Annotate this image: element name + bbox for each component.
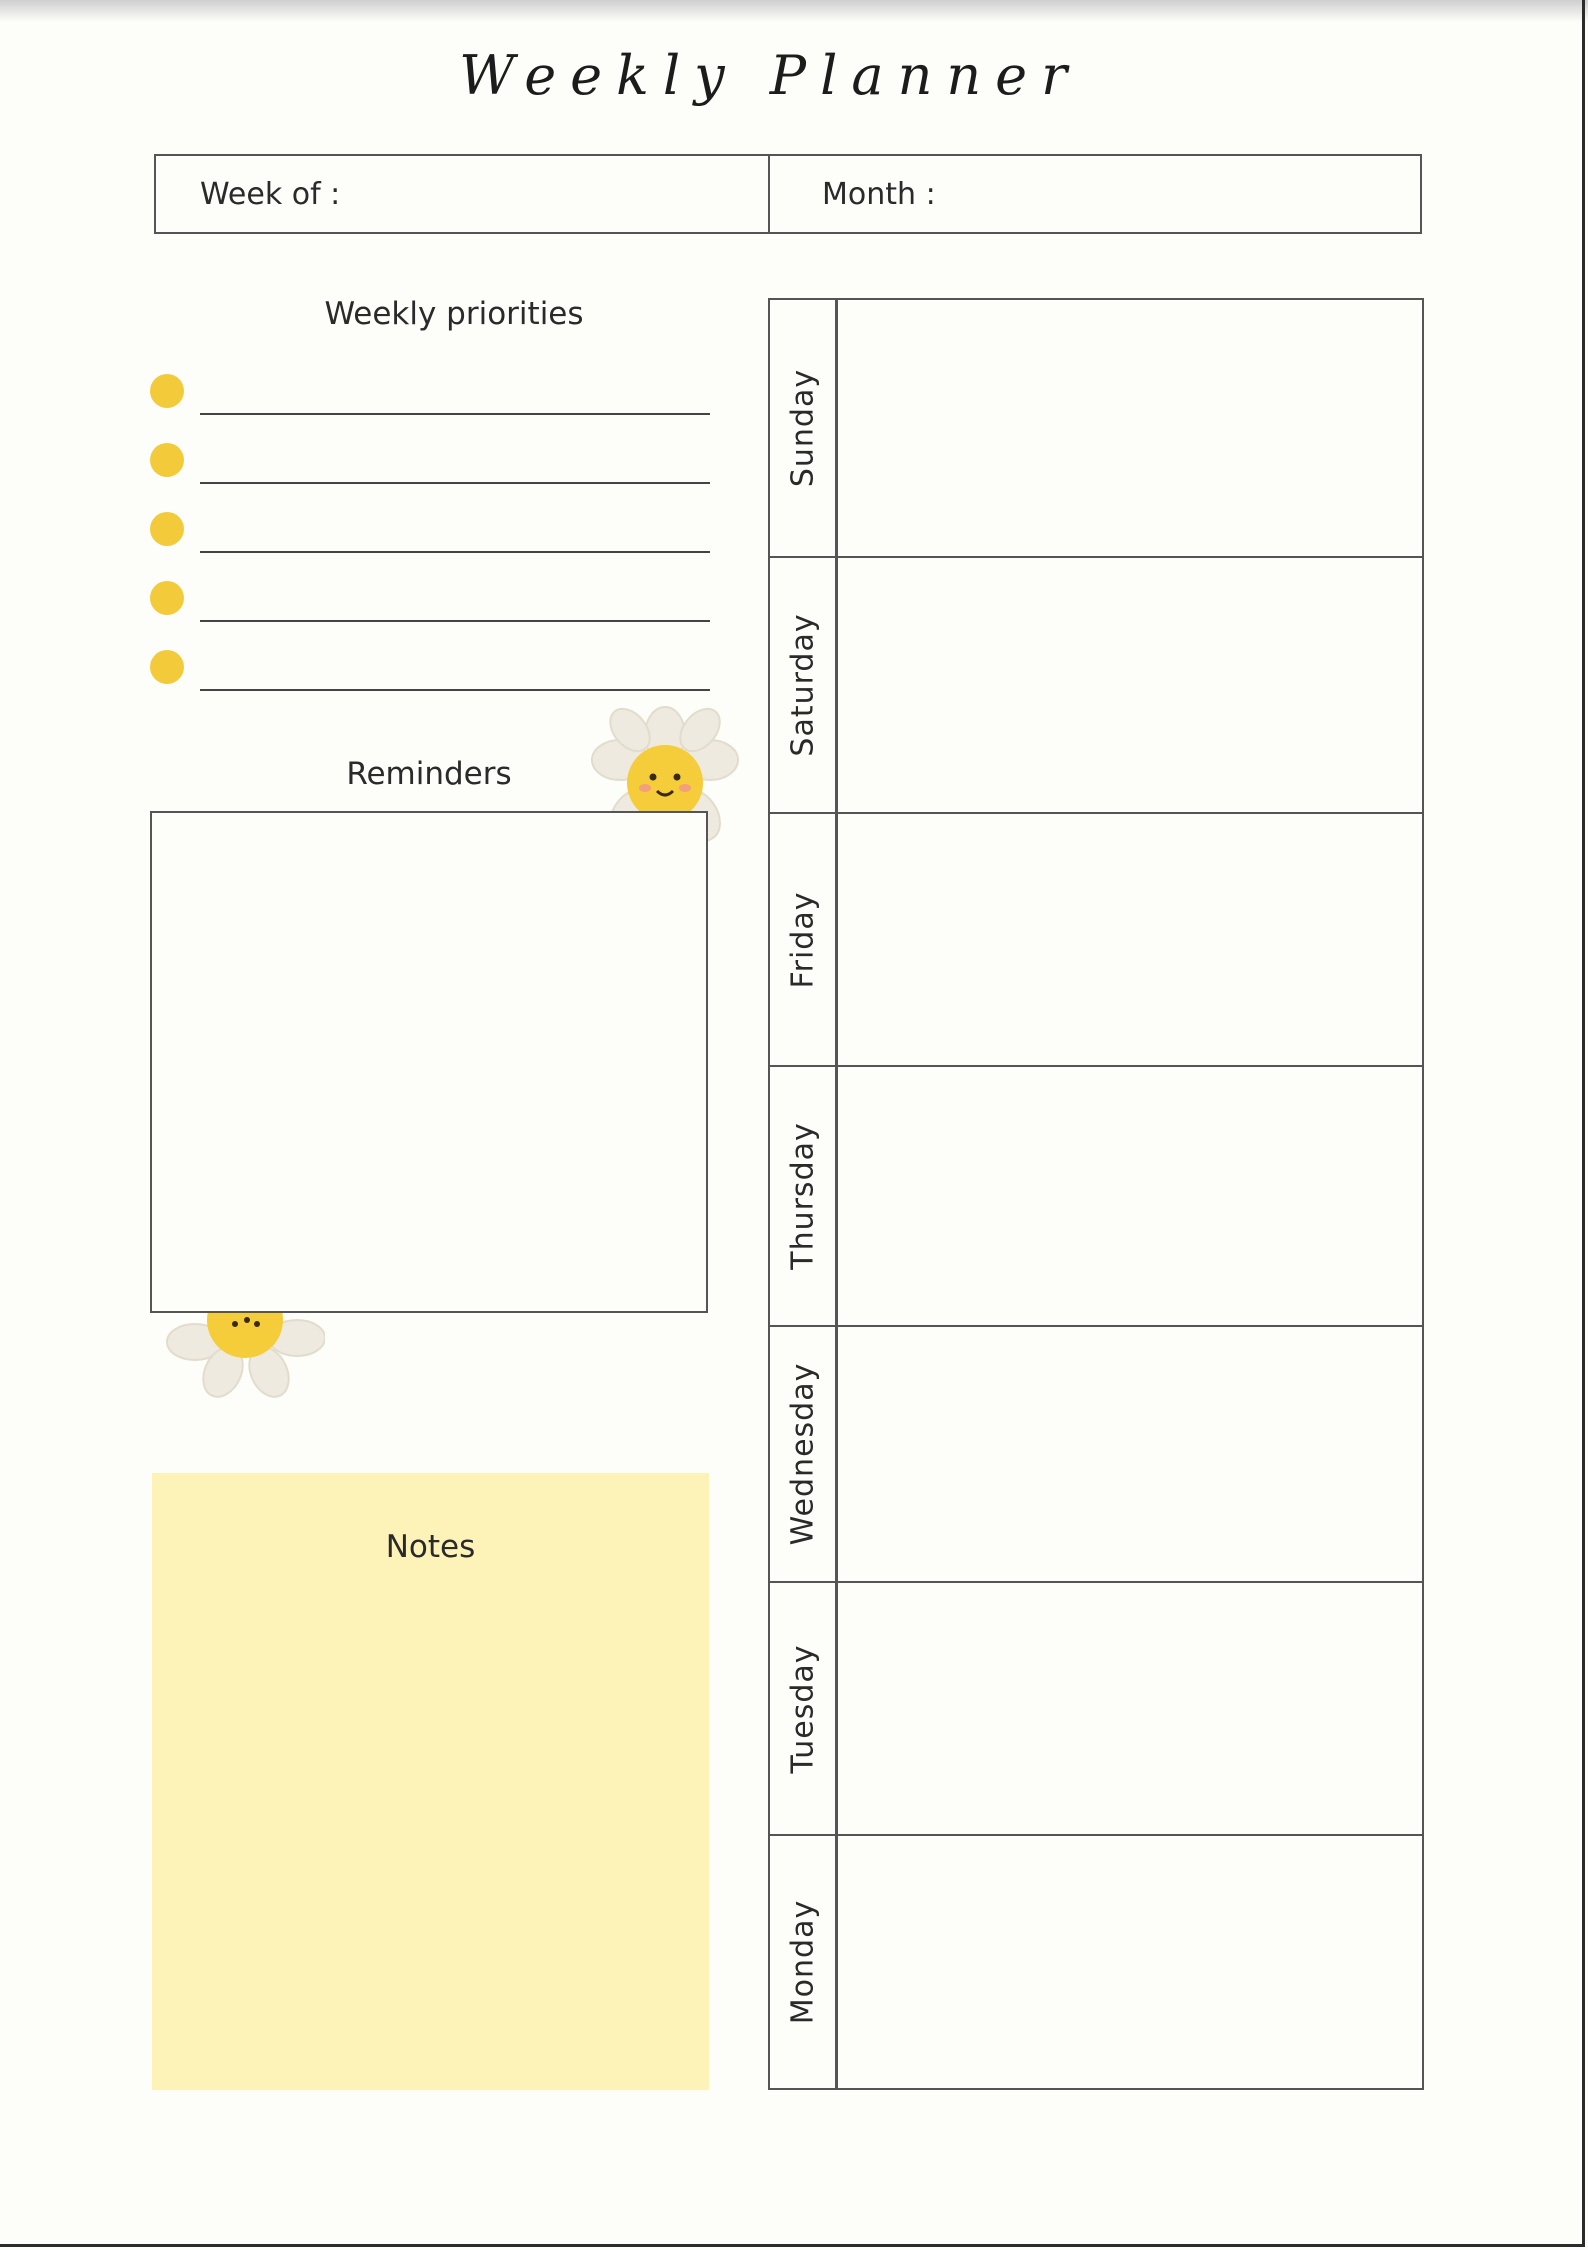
day-label-cell bbox=[770, 558, 838, 812]
day-label: Thursday bbox=[785, 1122, 820, 1270]
header-fields bbox=[154, 154, 1422, 234]
day-label-cell bbox=[770, 300, 838, 556]
day-row-monday[interactable] bbox=[770, 1834, 1422, 2088]
priority-list bbox=[150, 370, 710, 715]
day-label: Wednesday bbox=[785, 1362, 820, 1546]
priority-line bbox=[200, 482, 710, 484]
day-label: Friday bbox=[785, 891, 820, 988]
priority-line bbox=[200, 413, 710, 415]
priority-item[interactable] bbox=[150, 439, 710, 508]
day-row-tuesday[interactable] bbox=[770, 1581, 1422, 1834]
day-label-cell bbox=[770, 1836, 838, 2088]
bullet-dot-icon bbox=[150, 443, 184, 477]
bullet-dot-icon bbox=[150, 650, 184, 684]
page-title: Weekly Planner bbox=[459, 44, 1081, 107]
week-of-field[interactable] bbox=[156, 156, 770, 232]
reminders-box[interactable] bbox=[150, 811, 708, 1313]
priority-item[interactable] bbox=[150, 508, 710, 577]
day-row-saturday[interactable] bbox=[770, 556, 1422, 812]
day-row-wednesday[interactable] bbox=[770, 1325, 1422, 1581]
day-label-cell bbox=[770, 1067, 838, 1325]
day-label: Tuesday bbox=[785, 1643, 820, 1774]
day-label-cell bbox=[770, 1327, 838, 1581]
weekly-priorities-title: Weekly priorities bbox=[324, 296, 584, 332]
days-table bbox=[768, 298, 1424, 2090]
priority-line bbox=[200, 689, 710, 691]
priority-line bbox=[200, 620, 710, 622]
day-label: Monday bbox=[785, 1899, 820, 2025]
bullet-dot-icon bbox=[150, 374, 184, 408]
notes-title: Notes bbox=[385, 1529, 476, 1565]
bullet-dot-icon bbox=[150, 512, 184, 546]
day-label: Sunday bbox=[785, 368, 820, 488]
priority-item[interactable] bbox=[150, 370, 710, 439]
top-shadow bbox=[0, 0, 1588, 22]
day-label-cell bbox=[770, 1583, 838, 1834]
day-row-friday[interactable] bbox=[770, 812, 1422, 1065]
reminders-title: Reminders bbox=[346, 756, 512, 792]
priority-line bbox=[200, 551, 710, 553]
day-row-sunday[interactable] bbox=[770, 300, 1422, 556]
day-label: Saturday bbox=[785, 613, 820, 757]
bullet-dot-icon bbox=[150, 581, 184, 615]
day-row-thursday[interactable] bbox=[770, 1065, 1422, 1325]
month-label: Month : bbox=[822, 176, 936, 212]
day-label-cell bbox=[770, 814, 838, 1065]
priority-item[interactable] bbox=[150, 577, 710, 646]
week-of-label: Week of : bbox=[200, 176, 341, 212]
month-field[interactable] bbox=[770, 156, 1420, 232]
notes-box[interactable] bbox=[152, 1473, 709, 2090]
